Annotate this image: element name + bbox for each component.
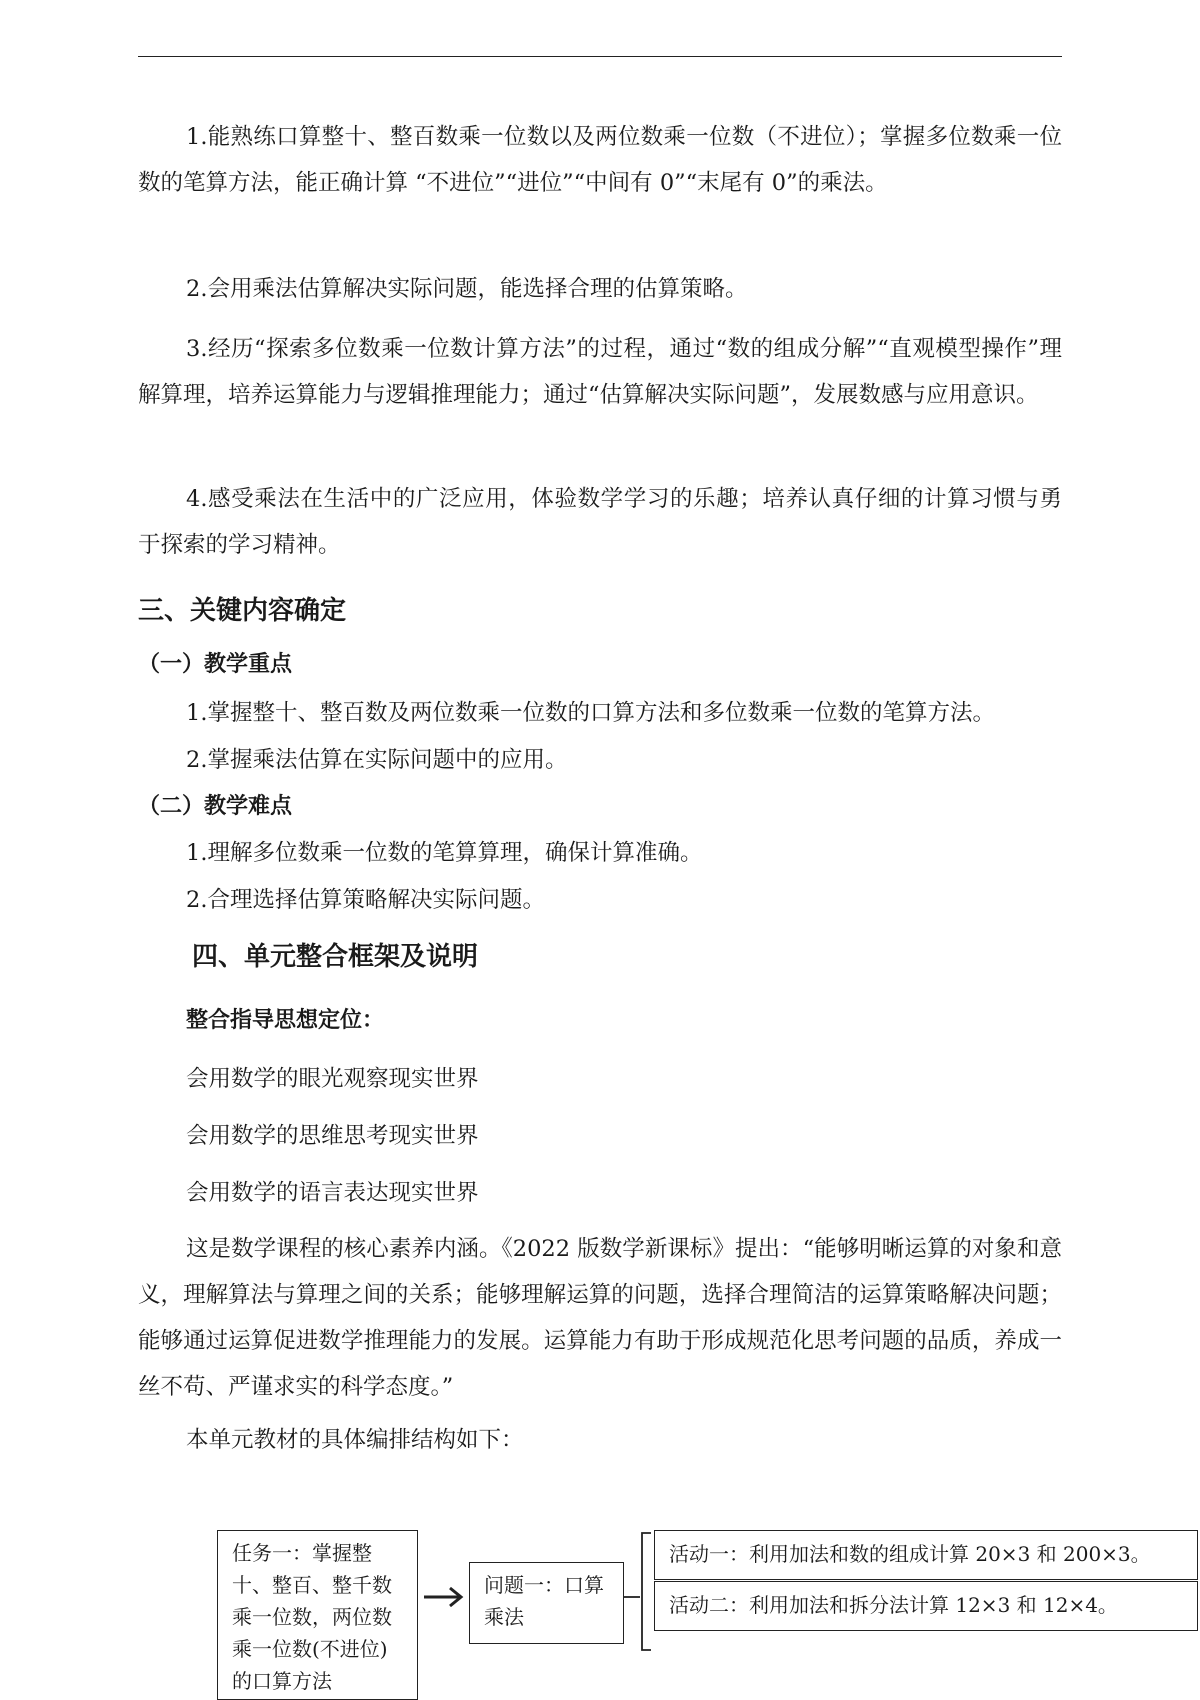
objective-2: 2.会用乘法估算解决实际问题，能选择合理的估算策略。 [186,276,748,302]
structure-intro: 本单元教材的具体编排结构如下： [186,1427,524,1453]
problem-one-text: 问题一：口算乘法 [484,1573,604,1629]
guide-line-2: 会用数学的思维思考现实世界 [186,1123,479,1149]
objective-1: 1.能熟练口算整十、整百数乘一位数以及两位数乘一位数（不进位）；掌握多位数乘一位数的笔算方法，能正确计算 “不进位”“进位”“中间有 0”“末尾有 0”的乘法。 [138,124,1062,196]
guide-heading: 整合指导思想定位： [186,1008,385,1033]
activity-one-box [654,1530,1198,1580]
section-4-heading: 四、单元整合框架及说明 [192,942,479,972]
curriculum-quote-paragraph: 这是数学课程的核心素养内涵。《2022 版数学新课标》提出：“能够明晰运算的对象和意义，理解算法与算理之间的关系；能够理解运算的问题，选择合理简洁的运算策略解决问题；能够通过运算促进数学推理能力的发展。运算能力有助于形成规范化思考问题的品质，养成一丝不苟、严谨求实的科学态度。” [138,1236,1062,1400]
bracket-connector [624,1533,651,1650]
activity-two-box [654,1581,1198,1631]
difficulty-item-1: 1.理解多位数乘一位数的笔算算理，确保计算准确。 [186,840,703,866]
difficulty-item-2: 2.合理选择估算策略解决实际问题。 [186,887,545,913]
problem-one-box [469,1562,624,1644]
guide-line-3: 会用数学的语言表达现实世界 [186,1180,479,1206]
objective-3: 3.经历“探索多位数乘一位数计算方法”的过程，通过“数的组成分解”“直观模型操作”理解算理，培养运算能力与逻辑推理能力；通过“估算解决实际问题”，发展数感与应用意识。 [138,336,1062,408]
teaching-focus-heading: （一）教学重点 [138,652,293,677]
header-rule [138,56,1062,57]
task-one-text: 任务一：掌握整十、整百、整千数乘一位数，两位数乘一位数(不进位)的口算方法 [232,1541,392,1693]
guide-line-1: 会用数学的眼光观察现实世界 [186,1066,479,1092]
objective-4: 4.感受乘法在生活中的广泛应用，体验数学学习的乐趣；培养认真仔细的计算习惯与勇于探索的学习精神。 [138,486,1062,558]
focus-item-2: 2.掌握乘法估算在实际问题中的应用。 [186,747,568,773]
teaching-difficulty-heading: （二）教学难点 [138,794,293,819]
section-3-heading: 三、关键内容确定 [138,596,347,626]
focus-item-1: 1.掌握整十、整百数及两位数乘一位数的口算方法和多位数乘一位数的笔算方法。 [186,700,995,726]
task-one-box [217,1530,418,1700]
arrow-right-icon [424,1588,461,1606]
activity-two-text: 活动二：利用加法和拆分法计算 12×3 和 12×4。 [669,1593,1118,1617]
activity-one-text: 活动一：利用加法和数的组成计算 20×3 和 200×3。 [669,1542,1151,1566]
